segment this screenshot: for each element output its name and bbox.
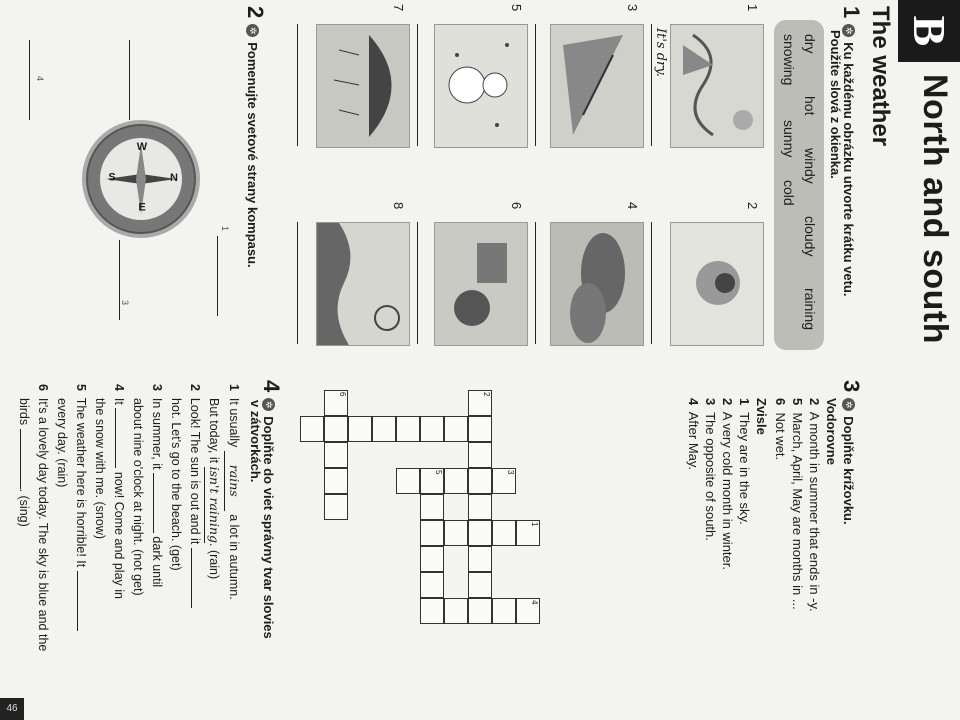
ex4-sentences — [14, 384, 244, 714]
crossword-cell[interactable] — [372, 416, 396, 442]
sentence-number: 3 — [150, 384, 164, 391]
crossword-cell[interactable] — [468, 442, 492, 468]
ex2-instruction: Pomenujte svetové strany kompasu. — [245, 42, 260, 268]
across-clue — [789, 398, 806, 610]
blank-number: 4 — [35, 76, 45, 82]
crossword-cell[interactable] — [324, 416, 348, 442]
answer-line — [651, 222, 652, 344]
answer-blank[interactable] — [77, 571, 78, 631]
clue-number: 6 — [773, 398, 788, 406]
down-clue — [719, 398, 736, 570]
sentence-text: In summer, it — [150, 397, 164, 470]
clue-number: 1 — [737, 398, 752, 406]
sentence-1-cont — [204, 384, 224, 714]
gear-icon: ✲ — [842, 398, 855, 411]
sentence-text: Look! The sun is out and it — [188, 397, 202, 545]
crossword-clue-number: 1 — [530, 522, 539, 527]
sentence-text: . (rain) — [207, 543, 221, 580]
sentence-text: the snow with me. (snow) — [93, 398, 107, 540]
sentence-text: about nine o'clock at night. (not get) — [131, 398, 145, 596]
ex3-number: 3 — [839, 380, 864, 393]
item-number: 5 — [509, 4, 524, 12]
clue-text: After May. — [686, 411, 701, 471]
clue-number: 5 — [790, 398, 805, 406]
clue-text: A very cold month in winter. — [720, 411, 735, 570]
weather-picture-snowing — [434, 24, 528, 148]
clue-text: March, April, May are months in ... — [790, 412, 805, 610]
crossword-cell[interactable] — [420, 572, 444, 598]
item-number: 6 — [509, 202, 524, 210]
answer-blank[interactable] — [20, 429, 21, 489]
crossword-cell[interactable] — [468, 416, 492, 442]
crossword-cell[interactable] — [468, 520, 492, 546]
crossword-cell[interactable] — [492, 598, 516, 624]
crossword-cell[interactable] — [444, 598, 468, 624]
clue-number: 2 — [720, 398, 735, 406]
word: sunny — [781, 120, 797, 158]
weather-picture-cloudy — [550, 222, 644, 346]
page-number: 46 — [0, 698, 24, 720]
crossword-cell[interactable] — [420, 546, 444, 572]
answer-blank[interactable] — [191, 548, 192, 608]
compass-south: S — [108, 171, 116, 184]
compass-blank — [129, 40, 130, 120]
crossword-clue-number: 5 — [434, 470, 443, 475]
compass-west: W — [136, 141, 148, 154]
ex3-heading — [838, 380, 864, 525]
ex4-instruction-2: v zátvorkách. — [248, 400, 263, 483]
sentence-number: 2 — [188, 384, 202, 391]
answer-line — [297, 24, 298, 146]
compass-blank — [119, 240, 120, 320]
crossword-cell[interactable] — [444, 520, 468, 546]
crossword-cell[interactable] — [348, 416, 372, 442]
ex2-number: 2 — [243, 6, 268, 19]
crossword-cell[interactable] — [468, 468, 492, 494]
sentence-number: 5 — [74, 384, 88, 391]
crossword-cell[interactable] — [324, 442, 348, 468]
sentence-3-cont — [128, 384, 147, 714]
sentence-text: now! Come and play in — [112, 471, 126, 599]
item-number: 3 — [625, 4, 640, 12]
item-number: 1 — [745, 4, 760, 12]
weather-picture-windy — [550, 24, 644, 148]
ex2-heading — [242, 6, 268, 268]
weather-picture-sunny — [316, 222, 410, 346]
crossword-clue-number: 3 — [506, 470, 515, 475]
word: windy — [802, 148, 818, 184]
sentence-6 — [33, 384, 52, 714]
crossword-cell[interactable] — [492, 520, 516, 546]
sentence-1 — [224, 384, 244, 714]
crossword-clue-number: 2 — [482, 392, 491, 397]
clue-text: The opposite of south. — [703, 412, 718, 541]
compass-blank — [29, 40, 30, 120]
down-title: Zvisle — [754, 398, 769, 435]
blank-number: 1 — [220, 226, 230, 232]
crossword-cell[interactable] — [396, 468, 420, 494]
compass-face — [100, 138, 182, 220]
clue-number: 2 — [807, 398, 822, 406]
across-title: Vodorovne — [824, 398, 839, 465]
item-number: 4 — [625, 202, 640, 210]
sentence-4-cont — [90, 384, 109, 714]
sentence-text: hot. Let's go to the beach. (get) — [169, 398, 183, 571]
answer-line — [417, 24, 418, 146]
sentence-text: dark until — [150, 536, 164, 588]
sentence-text: It — [112, 397, 126, 405]
crossword-cell[interactable] — [420, 494, 444, 520]
sentence-2 — [185, 384, 204, 714]
ex1-number: 1 — [839, 6, 864, 19]
gear-icon: ✲ — [842, 24, 855, 37]
section-title: The weather — [867, 6, 894, 147]
gear-icon: ✲ — [246, 24, 259, 37]
clue-text: A month in summer that ends in -y. — [807, 411, 822, 612]
compass-icon — [82, 120, 200, 238]
item-number: 7 — [391, 4, 406, 12]
crossword-cell[interactable] — [396, 416, 420, 442]
ex1-instruction-2: Použite slová z okienka. — [828, 30, 843, 179]
sentence-text: a lot in autumn. — [227, 514, 241, 600]
crossword-cell[interactable] — [444, 416, 468, 442]
sentence-text: every day. (rain) — [55, 398, 69, 488]
crossword-cell[interactable] — [468, 598, 492, 624]
answer-line — [417, 222, 418, 344]
across-clue — [806, 398, 823, 612]
sentence-5 — [71, 384, 90, 714]
sentence-number: 6 — [36, 384, 50, 391]
weather-picture-cold — [434, 222, 528, 346]
crossword-cell[interactable] — [324, 494, 348, 520]
crossword-cell[interactable] — [420, 598, 444, 624]
compass-north: N — [170, 171, 178, 184]
clue-text: They are in the sky. — [737, 412, 752, 525]
clue-number: 4 — [686, 398, 701, 406]
sentence-4 — [109, 384, 128, 714]
sentence-text: . (sing) — [17, 488, 31, 527]
answer-line — [535, 24, 536, 146]
sentence-number: 1 — [227, 384, 241, 391]
sentence-2-cont — [166, 384, 185, 714]
compass-blank — [217, 236, 218, 316]
answer-blank[interactable] — [115, 408, 116, 468]
gear-icon: ✲ — [262, 398, 275, 411]
sentence-number: 4 — [112, 384, 126, 391]
sentence-text: birds — [17, 398, 31, 426]
sentence-text: It's a lovely day today. The sky is blue and the — [36, 397, 50, 652]
crossword-grid — [280, 390, 540, 690]
answer-line — [651, 24, 652, 146]
blank-number: 3 — [120, 300, 130, 306]
answer-line — [535, 222, 536, 344]
word: cold — [781, 180, 797, 206]
sentence-text: But today, it — [207, 398, 221, 464]
answer-blank[interactable]: rains — [224, 451, 244, 511]
sentence-text: The weather here is horrible! It — [74, 397, 88, 568]
crossword-cell[interactable] — [468, 572, 492, 598]
crossword-cell[interactable] — [420, 520, 444, 546]
down-clue — [736, 398, 753, 525]
crossword-cell[interactable] — [468, 494, 492, 520]
compass-east: E — [138, 201, 146, 214]
weather-picture-raining — [316, 24, 410, 148]
answer-blank[interactable]: isn't raining — [204, 467, 224, 543]
item-answer: It's dry. — [653, 28, 668, 78]
ex4-number: 4 — [259, 380, 284, 393]
crossword-cell[interactable] — [324, 468, 348, 494]
weather-picture-hot — [670, 222, 764, 346]
sentence-5-cont — [52, 384, 71, 714]
word: hot — [802, 96, 818, 116]
word: raining — [802, 288, 818, 331]
clue-text: Not wet. — [773, 412, 788, 461]
down-clue — [685, 398, 702, 470]
crossword-cell[interactable] — [444, 468, 468, 494]
clue-number: 3 — [703, 398, 718, 406]
page-title: North and south — [916, 74, 954, 345]
word: snowing — [781, 34, 797, 86]
word: dry — [802, 34, 818, 54]
unit-letter-badge: B — [898, 0, 960, 62]
item-number: 2 — [745, 202, 760, 210]
answer-blank[interactable] — [153, 473, 154, 533]
crossword-cell[interactable] — [420, 416, 444, 442]
ex3-instruction: Doplňte krížovku. — [841, 416, 856, 525]
sentence-3 — [147, 384, 166, 714]
sentence-text: It usually — [227, 397, 241, 448]
sentence-6-cont — [14, 384, 33, 714]
item-number: 8 — [391, 202, 406, 210]
word: cloudy — [802, 216, 818, 257]
ex1-instruction-1: Ku každému obrázku utvorte krátku vetu. — [841, 42, 856, 297]
crossword-clue-number: 6 — [338, 392, 347, 397]
down-clue — [702, 398, 719, 541]
ex4-instruction-1: Doplňte do viet správny tvar slovies — [261, 416, 276, 639]
word-box — [774, 20, 824, 350]
crossword-cell[interactable] — [300, 416, 324, 442]
weather-picture-dry — [670, 24, 764, 148]
crossword-clue-number: 4 — [530, 600, 539, 605]
crossword-cell[interactable] — [468, 546, 492, 572]
across-clue — [772, 398, 789, 460]
answer-line — [297, 222, 298, 344]
